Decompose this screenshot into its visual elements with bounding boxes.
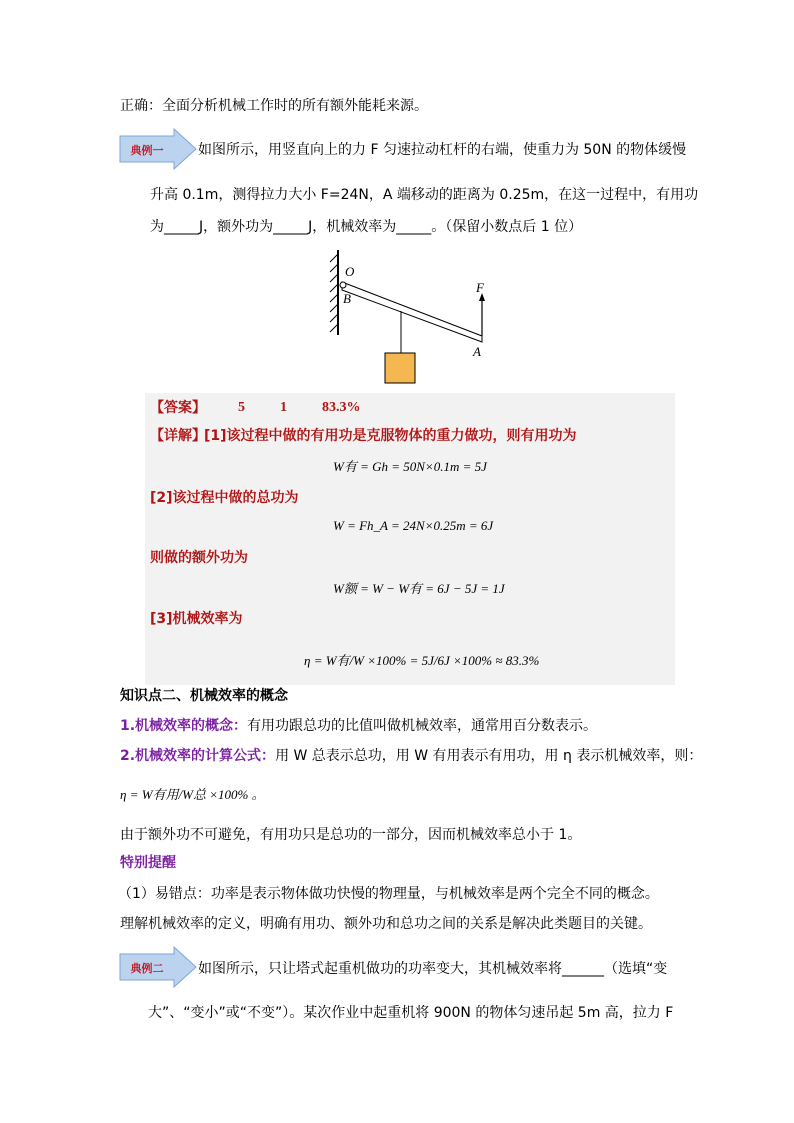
answer-value-3: 83.3% bbox=[322, 400, 361, 415]
example1-line2: 升高 0.1m，测得拉力大小 F=24N，A 端移动的距离为 0.25m，在这一过程中，有用功 bbox=[150, 187, 699, 203]
answer-value-1: 5 bbox=[238, 400, 245, 415]
example1-line3: 为_____J，额外功为_____J，机械效率为_____。（保留小数点后 1 位） bbox=[150, 219, 583, 235]
label-A: A bbox=[473, 344, 481, 359]
label-F: F bbox=[476, 280, 484, 295]
example2-badge-text: 典例二 bbox=[130, 962, 164, 975]
example1-badge bbox=[118, 128, 198, 174]
detail-step2: [2]该过程中做的总功为 bbox=[150, 490, 299, 506]
answer-value-2: 1 bbox=[280, 400, 287, 415]
label-O: O bbox=[345, 264, 355, 279]
knowledge-title: 知识点二、机械效率的概念 bbox=[120, 688, 288, 704]
knowledge-p1 bbox=[120, 716, 597, 736]
wall-hatch bbox=[330, 254, 338, 332]
pivot-point bbox=[340, 282, 346, 288]
detail-step4: [3]机械效率为 bbox=[150, 611, 243, 627]
detail-step1: [1]该过程中做的有用功是克服物体的重力做功，则有用功为 bbox=[204, 428, 577, 444]
answer-label: 【答案】 bbox=[150, 400, 206, 416]
example2-line1: 如图所示，只让塔式起重机做功的功率变大，其机械效率将______（选填“变 bbox=[198, 961, 668, 977]
special-note-2: 理解机械效率的定义，明确有用功、额外功和总功之间的关系是解决此类题目的关键。 bbox=[120, 916, 652, 932]
example2-line2: 大”、“变小”或“不变”）。某次作业中起重机将 900N 的物体匀速吊起 5m 高，拉力 F bbox=[148, 1005, 674, 1021]
special-reminder-title: 特别提醒 bbox=[120, 855, 176, 871]
knowledge-p2 bbox=[120, 746, 702, 766]
knowledge-p2-text: 用 W 总表示总功，用 W 有用表示有用功，用 η 表示机械效率，则： bbox=[275, 748, 703, 764]
example1-badge-text: 典例一 bbox=[130, 144, 164, 157]
knowledge-p2-label: 2.机械效率的计算公式： bbox=[120, 748, 276, 764]
weight-block bbox=[385, 353, 415, 383]
formula-extra-work: W额 = W − W有 = 6J − 5J = 1J bbox=[333, 581, 505, 596]
formula-useful-work: W有 = Gh = 50N×0.1m = 5J bbox=[333, 459, 487, 474]
detail-label: 【详解】 bbox=[150, 428, 206, 444]
formula-total-work: W = Fh_A = 24N×0.25m = 6J bbox=[333, 518, 494, 533]
knowledge-p1-text: 有用功跟总功的比值叫做机械效率，通常用百分数表示。 bbox=[247, 718, 598, 734]
knowledge-p1-label: 1.机械效率的概念： bbox=[120, 718, 248, 734]
example1-line1: 如图所示，用竖直向上的力 F 匀速拉动杠杆的右端，使重力为 50N 的物体缓慢 bbox=[198, 142, 687, 158]
example2-badge bbox=[118, 946, 198, 992]
lever-bar bbox=[342, 282, 482, 342]
lever-figure bbox=[318, 240, 498, 392]
knowledge-p3: 由于额外功不可避免，有用功只是总功的一部分，因而机械效率总小于 1。 bbox=[120, 827, 582, 843]
label-B: B bbox=[343, 291, 351, 306]
formula-efficiency: η = W有/W ×100% = 5J/6J ×100% ≈ 83.3% bbox=[304, 653, 540, 668]
detail-step3: 则做的额外功为 bbox=[150, 550, 248, 566]
special-note-1: （1）易错点：功率是表示物体做功快慢的物理量，与机械效率是两个完全不同的概念。 bbox=[118, 886, 659, 902]
knowledge-formula: η = W有用/W总 ×100% 。 bbox=[120, 787, 265, 802]
intro-line: 正确：全面分析机械工作时的所有额外能耗来源。 bbox=[120, 98, 428, 114]
